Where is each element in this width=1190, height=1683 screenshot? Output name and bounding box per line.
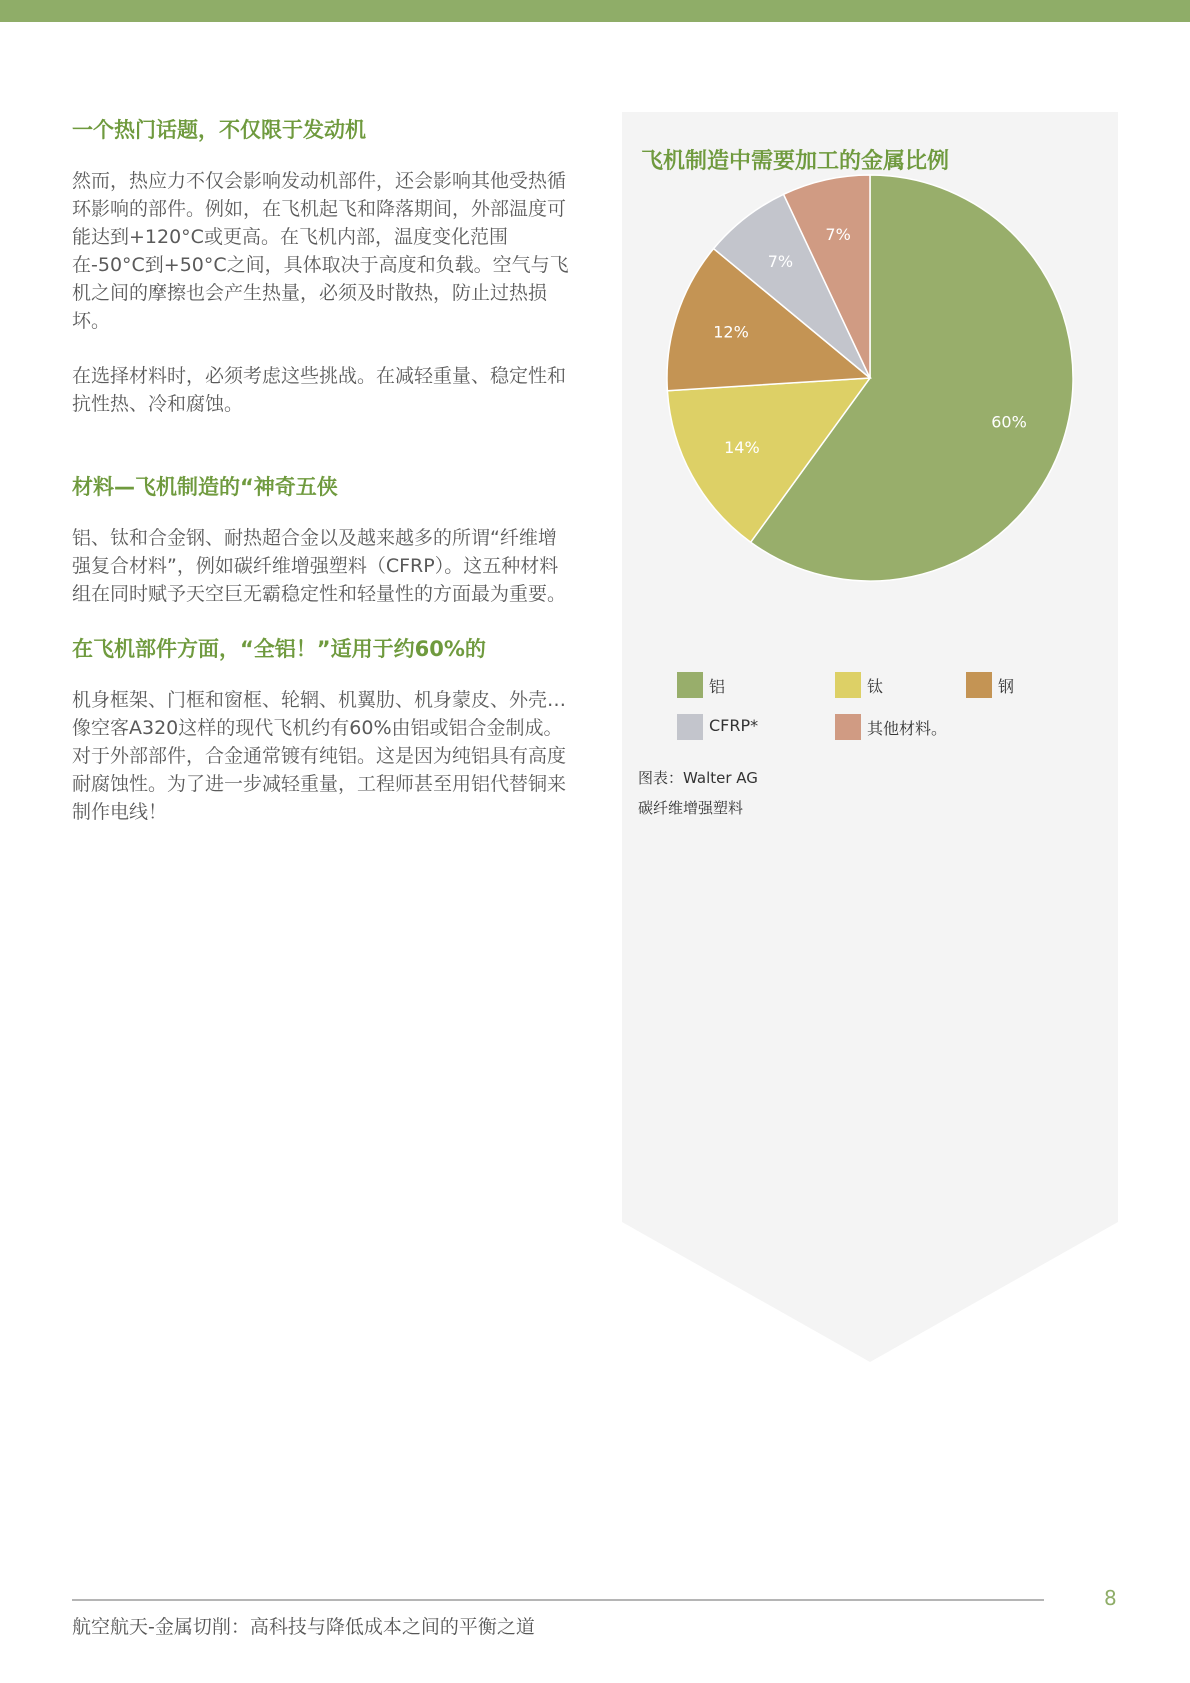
- legend-swatch: [677, 672, 703, 698]
- pie-data-label: 60%: [991, 412, 1027, 432]
- chart-title: 飞机制造中需要加工的金属比例: [641, 149, 950, 174]
- page-number: 8: [1104, 1586, 1117, 1610]
- paragraph-thermal-stress: 然而，热应力不仅会影响发动机部件，还会影响其他受热循环影响的部件。例如，在飞机起飞和降落期间，外部温度可能达到+120°C或更高。在飞机内部，温度变化范围在-50°C到+50°C之间，具体取决于高度和负载。空气与飞机之间的摩擦也会产生热量，必须及时散热，防止过热损坏。: [72, 170, 569, 332]
- legend-swatch: [966, 672, 992, 698]
- legend-label: 钢: [998, 677, 1015, 696]
- legend-label: 钛: [867, 677, 884, 696]
- pie-chart: [622, 112, 1118, 672]
- legend-label: 其他材料。: [867, 719, 948, 738]
- pie-data-label: 14%: [724, 437, 760, 457]
- pie-data-label: 7%: [825, 224, 851, 244]
- chart-footnote: 碳纤维增强塑料: [638, 799, 744, 817]
- legend-label: 铝: [709, 677, 726, 696]
- paragraph-aluminium: 机身框架、门框和窗框、轮辋、机翼肋、机身蒙皮、外壳…像空客A320这样的现代飞机约有60%由铝或铝合金制成。对于外部部件，合金通常镀有纯铝。这是因为纯铝具有高度耐腐蚀性。为了进一步减轻重量，工程师甚至用铝代替铜来制作电线！: [72, 689, 567, 823]
- section-heading-aluminium: 在飞机部件方面，“全铝！”适用于约60%的: [72, 637, 486, 661]
- top-accent-bar: [0, 0, 1190, 22]
- section-heading-materials: 材料—飞机制造的“神奇五侠: [72, 475, 338, 499]
- paragraph-five-materials: 铝、钛和合金钢、耐热超合金以及越来越多的所谓“纤维增强复合材料”，例如碳纤维增强塑料（CFRP）。这五种材料组在同时赋予天空巨无霸稳定性和轻量性的方面最为重要。: [72, 527, 567, 605]
- footer-title: 航空航天-金属切削：高科技与降低成本之间的平衡之道: [72, 1616, 535, 1638]
- pie-data-label: 12%: [713, 322, 749, 342]
- chart-panel: [622, 112, 1118, 1366]
- pie-data-label: 7%: [767, 252, 794, 272]
- legend-label: CFRP*: [709, 716, 759, 735]
- paragraph-material-selection: 在选择材料时，必须考虑这些挑战。在减轻重量、稳定性和抗性热、冷和腐蚀。: [72, 365, 567, 415]
- legend-swatch: [835, 672, 861, 698]
- legend-swatch: [677, 714, 703, 740]
- chart-source-credit: 图表：Walter AG: [638, 769, 758, 787]
- section-heading-hot-topic: 一个热门话题，不仅限于发动机: [72, 118, 366, 142]
- legend-swatch: [835, 714, 861, 740]
- article-body: [72, 115, 572, 826]
- footer-divider: [72, 1599, 1044, 1601]
